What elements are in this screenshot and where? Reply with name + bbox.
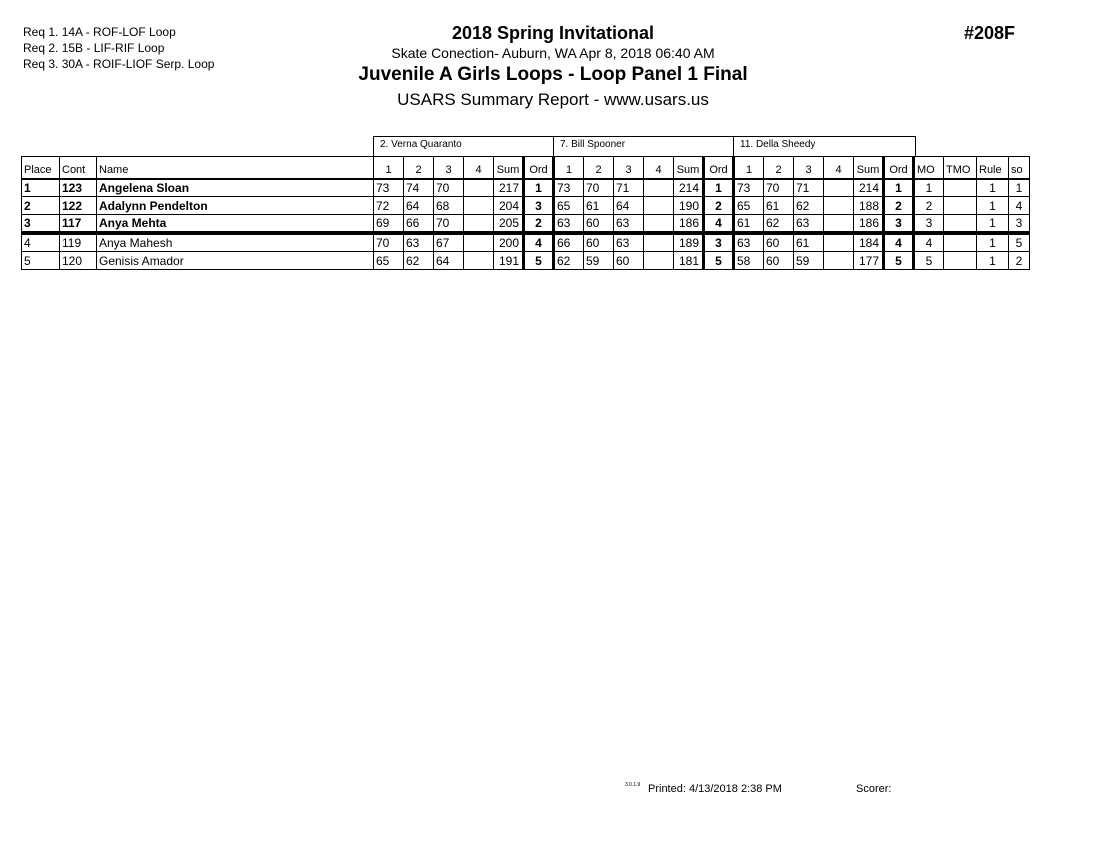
requirement-1: Req 1. 14A - ROF-LOF Loop <box>23 25 176 39</box>
j1-score-cell <box>464 197 494 215</box>
j3-score-cell <box>824 233 854 252</box>
j3-score-cell <box>824 179 854 197</box>
j1-score-cell: 70 <box>374 233 404 252</box>
j1-sum-cell: 191 <box>494 252 524 270</box>
rule-cell: 1 <box>977 233 1009 252</box>
j1-sum-cell: 204 <box>494 197 524 215</box>
place-cell: 1 <box>22 179 60 197</box>
col-j1-s4: 4 <box>464 157 494 179</box>
j1-sum-cell: 205 <box>494 215 524 234</box>
scorer-label: Scorer: <box>856 783 892 795</box>
j3-score-cell: 62 <box>764 215 794 234</box>
j2-score-cell: 73 <box>554 179 584 197</box>
j1-score-cell: 64 <box>434 252 464 270</box>
j1-score-cell: 73 <box>374 179 404 197</box>
j2-score-cell: 60 <box>584 233 614 252</box>
j1-ordinal-cell: 5 <box>524 252 554 270</box>
table-row <box>22 252 1030 270</box>
col-j1-s3: 3 <box>434 157 464 179</box>
table-row <box>22 233 1030 252</box>
software-version: 3.0.1.9 <box>625 782 641 788</box>
contestant-number-cell: 120 <box>60 252 97 270</box>
j3-score-cell <box>824 252 854 270</box>
j3-sum-cell: 177 <box>854 252 884 270</box>
col-place: Place <box>22 157 60 179</box>
col-j2-s1: 1 <box>554 157 584 179</box>
col-j3-s4: 4 <box>824 157 854 179</box>
j2-score-cell: 66 <box>554 233 584 252</box>
tmo-cell <box>944 215 977 234</box>
j3-score-cell: 58 <box>734 252 764 270</box>
printed-date: Printed: 4/13/2018 2:38 PM <box>648 783 782 795</box>
skater-name-cell: Adalynn Pendelton <box>97 197 374 215</box>
tmo-cell <box>944 197 977 215</box>
j3-ordinal-cell: 5 <box>884 252 914 270</box>
j2-sum-cell: 186 <box>674 215 704 234</box>
j2-score-cell <box>644 215 674 234</box>
j1-score-cell: 63 <box>404 233 434 252</box>
j2-score-cell: 63 <box>614 233 644 252</box>
col-j2-s2: 2 <box>584 157 614 179</box>
requirement-2: Req 2. 15B - LIF-RIF Loop <box>23 41 165 55</box>
tmo-cell <box>944 252 977 270</box>
j3-score-cell: 61 <box>734 215 764 234</box>
col-cont: Cont <box>60 157 97 179</box>
j2-score-cell: 60 <box>614 252 644 270</box>
j2-score-cell <box>644 233 674 252</box>
j1-score-cell: 68 <box>434 197 464 215</box>
col-j1-sum: Sum <box>494 157 524 179</box>
j1-score-cell <box>464 179 494 197</box>
j2-score-cell: 62 <box>554 252 584 270</box>
contestant-number-cell: 123 <box>60 179 97 197</box>
j1-score-cell: 67 <box>434 233 464 252</box>
col-j3-ord: Ord <box>884 157 914 179</box>
place-cell: 3 <box>22 215 60 234</box>
j2-score-cell <box>644 252 674 270</box>
j3-score-cell: 63 <box>794 215 824 234</box>
requirement-3: Req 3. 30A - ROIF-LIOF Serp. Loop <box>23 57 215 71</box>
j3-score-cell: 63 <box>734 233 764 252</box>
col-j3-s2: 2 <box>764 157 794 179</box>
skater-name-cell: Anya Mahesh <box>97 233 374 252</box>
results-table <box>21 156 1030 270</box>
col-tmo: TMO <box>944 157 977 179</box>
rule-cell: 1 <box>977 215 1009 234</box>
so-cell: 5 <box>1009 233 1030 252</box>
j1-score-cell: 72 <box>374 197 404 215</box>
tmo-cell <box>944 179 977 197</box>
venue-date: Skate Conection- Auburn, WA Apr 8, 2018 06:40 AM <box>391 45 715 61</box>
j2-score-cell: 65 <box>554 197 584 215</box>
j2-ordinal-cell: 3 <box>704 233 734 252</box>
table-row <box>22 215 1030 234</box>
j1-ordinal-cell: 1 <box>524 179 554 197</box>
j2-sum-cell: 190 <box>674 197 704 215</box>
j3-score-cell: 61 <box>794 233 824 252</box>
contestant-number-cell: 117 <box>60 215 97 234</box>
j1-score-cell: 66 <box>404 215 434 234</box>
j3-ordinal-cell: 2 <box>884 197 914 215</box>
j3-score-cell: 59 <box>794 252 824 270</box>
col-rule: Rule <box>977 157 1009 179</box>
rule-cell: 1 <box>977 179 1009 197</box>
j2-score-cell: 63 <box>614 215 644 234</box>
j3-score-cell: 70 <box>764 179 794 197</box>
j2-score-cell <box>644 197 674 215</box>
col-j3-s3: 3 <box>794 157 824 179</box>
j3-sum-cell: 188 <box>854 197 884 215</box>
contestant-number-cell: 119 <box>60 233 97 252</box>
col-j1-ord: Ord <box>524 157 554 179</box>
j1-score-cell: 65 <box>374 252 404 270</box>
so-cell: 1 <box>1009 179 1030 197</box>
mo-cell: 1 <box>914 179 944 197</box>
j1-score-cell: 69 <box>374 215 404 234</box>
j1-score-cell <box>464 215 494 234</box>
judge-header-3: 11. Della Sheedy <box>733 136 916 156</box>
j3-score-cell: 60 <box>764 252 794 270</box>
j3-score-cell: 73 <box>734 179 764 197</box>
place-cell: 5 <box>22 252 60 270</box>
j2-score-cell: 61 <box>584 197 614 215</box>
rule-cell: 1 <box>977 197 1009 215</box>
j3-score-cell: 71 <box>794 179 824 197</box>
col-name: Name <box>97 157 374 179</box>
col-j2-sum: Sum <box>674 157 704 179</box>
rule-cell: 1 <box>977 252 1009 270</box>
col-so: so <box>1009 157 1030 179</box>
mo-cell: 2 <box>914 197 944 215</box>
col-j1-s1: 1 <box>374 157 404 179</box>
j1-score-cell <box>464 233 494 252</box>
j3-ordinal-cell: 1 <box>884 179 914 197</box>
j2-ordinal-cell: 5 <box>704 252 734 270</box>
mo-cell: 3 <box>914 215 944 234</box>
contestant-number-cell: 122 <box>60 197 97 215</box>
table-row <box>22 197 1030 215</box>
mo-cell: 5 <box>914 252 944 270</box>
j1-score-cell: 64 <box>404 197 434 215</box>
col-j2-s4: 4 <box>644 157 674 179</box>
j3-sum-cell: 184 <box>854 233 884 252</box>
col-mo: MO <box>914 157 944 179</box>
j2-score-cell: 71 <box>614 179 644 197</box>
j2-sum-cell: 181 <box>674 252 704 270</box>
j2-ordinal-cell: 4 <box>704 215 734 234</box>
table-row <box>22 179 1030 197</box>
j2-sum-cell: 189 <box>674 233 704 252</box>
j1-ordinal-cell: 2 <box>524 215 554 234</box>
mo-cell: 4 <box>914 233 944 252</box>
place-cell: 4 <box>22 233 60 252</box>
j3-sum-cell: 214 <box>854 179 884 197</box>
j3-score-cell: 61 <box>764 197 794 215</box>
skater-name-cell: Genisis Amador <box>97 252 374 270</box>
report-title: USARS Summary Report - www.usars.us <box>397 90 709 109</box>
event-title: Juvenile A Girls Loops - Loop Panel 1 Final <box>358 64 748 85</box>
j2-score-cell: 63 <box>554 215 584 234</box>
j3-score-cell: 62 <box>794 197 824 215</box>
judge-header-1: 2. Verna Quaranto <box>373 136 554 156</box>
j1-score-cell: 74 <box>404 179 434 197</box>
j3-sum-cell: 186 <box>854 215 884 234</box>
tmo-cell <box>944 233 977 252</box>
j3-ordinal-cell: 4 <box>884 233 914 252</box>
so-cell: 4 <box>1009 197 1030 215</box>
j2-score-cell: 60 <box>584 215 614 234</box>
place-cell: 2 <box>22 197 60 215</box>
j3-ordinal-cell: 3 <box>884 215 914 234</box>
col-j1-s2: 2 <box>404 157 434 179</box>
j2-score-cell: 70 <box>584 179 614 197</box>
j2-score-cell: 64 <box>614 197 644 215</box>
j3-score-cell: 65 <box>734 197 764 215</box>
header-row <box>22 157 1030 179</box>
j2-ordinal-cell: 1 <box>704 179 734 197</box>
j2-sum-cell: 214 <box>674 179 704 197</box>
so-cell: 3 <box>1009 215 1030 234</box>
j1-score-cell <box>464 252 494 270</box>
skater-name-cell: Angelena Sloan <box>97 179 374 197</box>
j2-score-cell: 59 <box>584 252 614 270</box>
judge-header-2: 7. Bill Spooner <box>553 136 734 156</box>
col-j2-s3: 3 <box>614 157 644 179</box>
j2-ordinal-cell: 2 <box>704 197 734 215</box>
competition-title: 2018 Spring Invitational <box>451 23 655 43</box>
event-number: #208F <box>964 23 1016 43</box>
j1-score-cell: 70 <box>434 215 464 234</box>
j3-score-cell <box>824 197 854 215</box>
j1-sum-cell: 200 <box>494 233 524 252</box>
j3-score-cell <box>824 215 854 234</box>
j1-ordinal-cell: 3 <box>524 197 554 215</box>
col-j2-ord: Ord <box>704 157 734 179</box>
j1-score-cell: 70 <box>434 179 464 197</box>
so-cell: 2 <box>1009 252 1030 270</box>
j1-sum-cell: 217 <box>494 179 524 197</box>
j3-score-cell: 60 <box>764 233 794 252</box>
col-j3-s1: 1 <box>734 157 764 179</box>
j2-score-cell <box>644 179 674 197</box>
col-j3-sum: Sum <box>854 157 884 179</box>
skater-name-cell: Anya Mehta <box>97 215 374 234</box>
j1-ordinal-cell: 4 <box>524 233 554 252</box>
j1-score-cell: 62 <box>404 252 434 270</box>
